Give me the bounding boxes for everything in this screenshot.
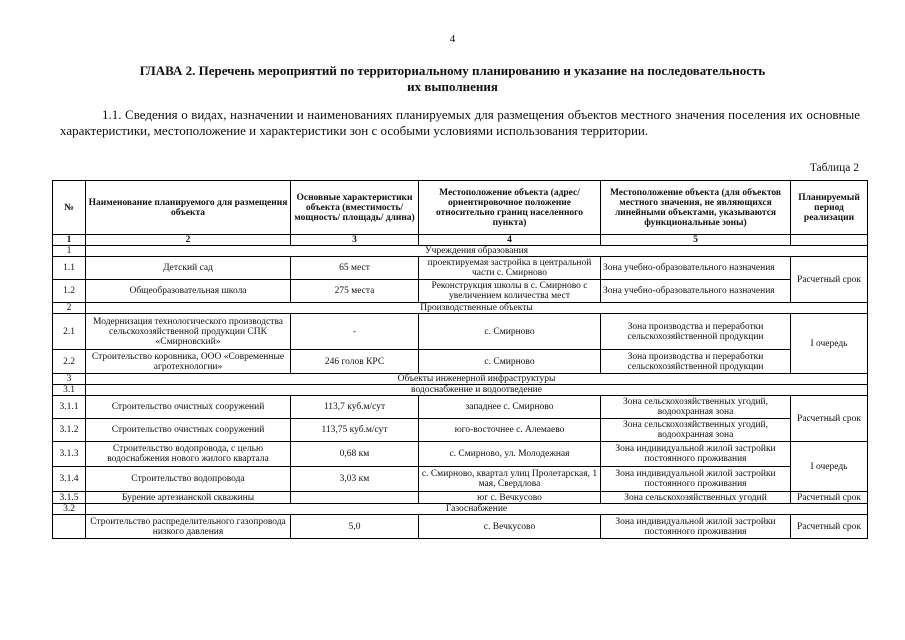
- object-location: юг с. Вечкусово: [419, 492, 601, 504]
- object-location: с. Смирново, ул. Молодежная: [419, 442, 601, 467]
- header-object-name: Наименование планируемого для размещения объекта: [86, 181, 291, 235]
- object-location: с. Смирново: [419, 314, 601, 350]
- header-functional-zone: Местоположение объекта (для объектов местного значения, не являющихся линейными объектами, указываются функциональные зоны): [601, 181, 791, 235]
- section-title: Объекты инженерной инфраструктуры: [86, 374, 868, 385]
- implementation-period: I очередь: [791, 314, 868, 374]
- heading-line-1: ГЛАВА 2. Перечень мероприятий по территориальному планированию и указание на последовательность: [139, 63, 766, 78]
- implementation-period: Расчетный срок: [791, 257, 868, 303]
- object-characteristics: 65 мест: [291, 257, 419, 280]
- table-row: [53, 396, 868, 419]
- row-number: 3.1.3: [53, 442, 86, 467]
- row-number: 3.1.1: [53, 396, 86, 419]
- row-number: 3.1.4: [53, 467, 86, 492]
- functional-zone: Зона сельскохозяйственных угодий: [601, 492, 791, 504]
- object-characteristics: 3,03 км: [291, 467, 419, 492]
- table-row: [53, 280, 868, 303]
- col-num-5: 5: [601, 235, 791, 246]
- table-row: [53, 442, 868, 467]
- implementation-period: Расчетный срок: [791, 492, 868, 504]
- object-location: проектируемая застройка в центральной части с. Смирново: [419, 257, 601, 280]
- section-row: [53, 303, 868, 314]
- measures-table: [52, 180, 868, 539]
- header-period: Планируемый период реализации: [791, 181, 868, 235]
- row-number: 2.1: [53, 314, 86, 350]
- section-title: Производственные объекты: [86, 303, 868, 314]
- row-number: 1.2: [53, 280, 86, 303]
- object-name: Строительство водопровода: [86, 467, 291, 492]
- functional-zone: Зона производства и переработки сельскохозяйственной продукции: [601, 350, 791, 374]
- table-row: [53, 314, 868, 350]
- col-num-1: 1: [53, 235, 86, 246]
- section-title: Учреждения образования: [86, 246, 868, 257]
- object-name: Строительство коровника, ООО «Современные агротехнологии»: [86, 350, 291, 374]
- implementation-period: Расчетный срок: [791, 515, 868, 539]
- header-number: №: [53, 181, 86, 235]
- section-number: 2: [53, 303, 86, 314]
- subsection-title: водоснабжение и водоотведение: [86, 385, 868, 396]
- object-characteristics: 275 места: [291, 280, 419, 303]
- object-name: Строительство распределительного газопровода низкого давления: [86, 515, 291, 539]
- header-characteristics: Основные характеристики объекта (вместимость/ мощность/ площадь/ длина): [291, 181, 419, 235]
- table-row: [53, 419, 868, 442]
- object-name: Модернизация технологического производства сельскохозяйственной продукции СПК «Смирновский»: [86, 314, 291, 350]
- implementation-period: I очередь: [791, 442, 868, 492]
- section-number: 1: [53, 246, 86, 257]
- object-characteristics: [291, 492, 419, 504]
- row-number: 3.1.5: [53, 492, 86, 504]
- implementation-period: Расчетный срок: [791, 396, 868, 442]
- col-num-3: 3: [291, 235, 419, 246]
- object-location: с. Смирново: [419, 350, 601, 374]
- table-row: [53, 515, 868, 539]
- col-num-6: [791, 235, 868, 246]
- column-number-row: [53, 235, 868, 246]
- subsection-row: [53, 385, 868, 396]
- row-number: 2.2: [53, 350, 86, 374]
- object-name: Строительство очистных сооружений: [86, 396, 291, 419]
- functional-zone: Зона сельскохозяйственных угодий, водоохранная зона: [601, 396, 791, 419]
- functional-zone: Зона сельскохозяйственных угодий, водоохранная зона: [601, 419, 791, 442]
- subsection-number: 3.2: [53, 504, 86, 515]
- functional-zone: Зона индивидуальной жилой застройки постоянного проживания: [601, 442, 791, 467]
- intro-paragraph: 1.1. Сведения о видах, назначении и наименованиях планируемых для размещения объектов местного значения поселения их основные характеристики, местоположение и характеристики зон с особыми условиями использования территории.: [60, 107, 860, 138]
- functional-zone: Зона учебно-образовательного назначения: [601, 280, 791, 303]
- object-name: Бурение артезианской скважины: [86, 492, 291, 504]
- object-characteristics: 246 голов КРС: [291, 350, 419, 374]
- functional-zone: Зона учебно-образовательного назначения: [601, 257, 791, 280]
- table-row: [53, 350, 868, 374]
- chapter-heading: [60, 63, 845, 95]
- functional-zone: Зона индивидуальной жилой застройки постоянного проживания: [601, 515, 791, 539]
- object-location: юго-восточнее с. Алемаево: [419, 419, 601, 442]
- object-characteristics: 113,7 куб.м/сут: [291, 396, 419, 419]
- row-number: 1.1: [53, 257, 86, 280]
- object-location: с. Смирново, квартал улиц Пролетарская, 1 мая, Свердлова: [419, 467, 601, 492]
- section-row: [53, 246, 868, 257]
- col-num-4: 4: [419, 235, 601, 246]
- page-number: 4: [449, 33, 456, 45]
- object-characteristics: 113,75 куб.м/сут: [291, 419, 419, 442]
- functional-zone: Зона индивидуальной жилой застройки постоянного проживания: [601, 467, 791, 492]
- section-number: 3: [53, 374, 86, 385]
- row-number: [53, 515, 86, 539]
- object-location: западнее с. Смирново: [419, 396, 601, 419]
- subsection-title: Газоснабжение: [86, 504, 868, 515]
- functional-zone: Зона производства и переработки сельскохозяйственной продукции: [601, 314, 791, 350]
- subsection-number: 3.1: [53, 385, 86, 396]
- table-row: [53, 492, 868, 504]
- object-location: Реконструкция школы в с. Смирново с увеличением количества мест: [419, 280, 601, 303]
- object-characteristics: 0,68 км: [291, 442, 419, 467]
- table-caption: Таблица 2: [809, 162, 859, 174]
- table-row: [53, 257, 868, 280]
- object-name: Строительство водопровода, с целью водоснабжения нового жилого квартала: [86, 442, 291, 467]
- table-header-row: [53, 181, 868, 235]
- object-name: Детский сад: [86, 257, 291, 280]
- object-characteristics: 5,0: [291, 515, 419, 539]
- heading-line-2: их выполнения: [407, 79, 498, 94]
- section-row: [53, 374, 868, 385]
- table-row: [53, 467, 868, 492]
- object-name: Общеобразовательная школа: [86, 280, 291, 303]
- object-characteristics: -: [291, 314, 419, 350]
- header-location: Местоположение объекта (адрес/ориентировочное положение относительно границ населенного пункта): [419, 181, 601, 235]
- object-name: Строительство очистных сооружений: [86, 419, 291, 442]
- col-num-2: 2: [86, 235, 291, 246]
- row-number: 3.1.2: [53, 419, 86, 442]
- object-location: с. Вечкусово: [419, 515, 601, 539]
- subsection-row: [53, 504, 868, 515]
